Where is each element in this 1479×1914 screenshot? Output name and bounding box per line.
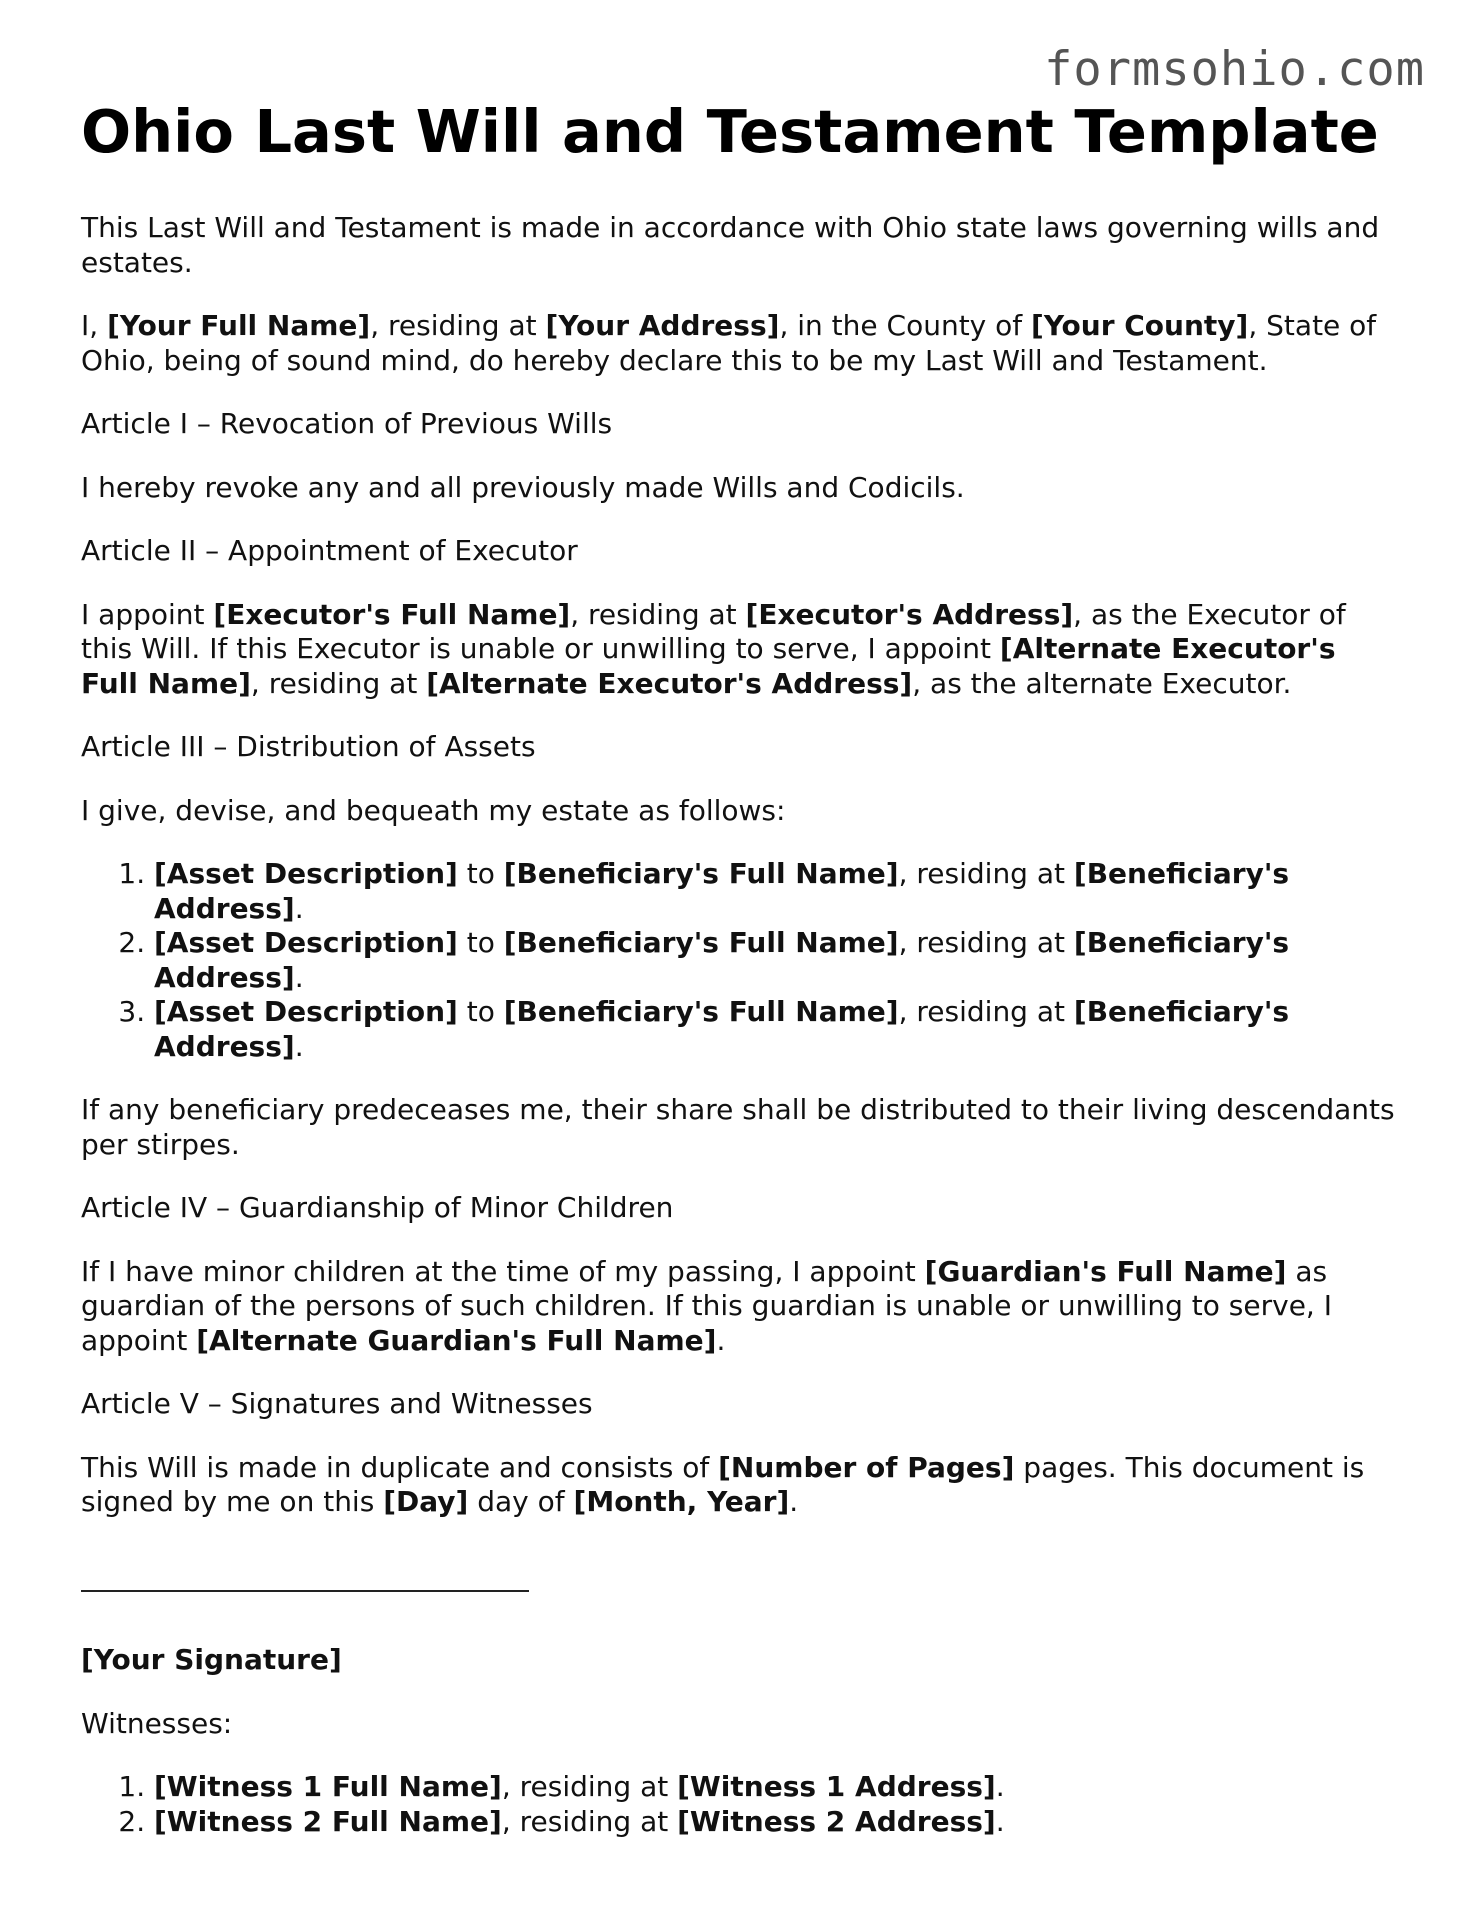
intro-paragraph: This Last Will and Testament is made in accordance with Ohio state laws governing wills and estates. (81, 211, 1380, 279)
day-placeholder: [Day] (383, 1485, 469, 1518)
asset-list-item (154, 926, 1401, 995)
month-year-placeholder: [Month, Year] (573, 1485, 790, 1518)
beneficiary-name-placeholder: [Beneficiary's Full Name] (503, 857, 899, 890)
testator-address-placeholder: [Your Address] (545, 309, 780, 342)
asset-text: , residing at (898, 857, 1074, 890)
asset-text: , residing at (898, 995, 1074, 1028)
article-3-heading: Article III – Distribution of Assets (81, 730, 536, 763)
witness-address-placeholder: [Witness 1 Address] (677, 1770, 996, 1803)
article-5-span: pages. This document is signed by me on this (81, 1450, 1365, 1518)
beneficiary-address-placeholder: [Beneficiary's Address] (154, 926, 1290, 994)
article-4-span: as guardian of the persons of such children. If this guardian is unable or unwilling to serve, I appoint (81, 1254, 1332, 1357)
article-5-text (81, 1451, 1401, 1520)
witness-list (81, 1770, 1401, 1839)
article-2-span: , residing at (250, 666, 427, 700)
signature-placeholder: [Your Signature] (81, 1643, 342, 1676)
witness-list-item (154, 1770, 1401, 1805)
declaration-text: , residing at (370, 309, 546, 342)
alternate-guardian-name-placeholder: [Alternate Guardian's Full Name] (196, 1323, 717, 1357)
article-4-span: . (716, 1323, 726, 1357)
witness-name-placeholder: [Witness 1 Full Name] (154, 1770, 502, 1803)
alternate-executor-address-placeholder: [Alternate Executor's Address] (426, 666, 913, 700)
article-5-heading: Article V – Signatures and Witnesses (81, 1387, 593, 1420)
executor-address-placeholder: [Executor's Address] (745, 597, 1074, 631)
document-body (81, 211, 1401, 1868)
witness-text: . (995, 1770, 1005, 1803)
asset-list-item (154, 995, 1401, 1064)
asset-text: . (294, 891, 304, 925)
asset-list (81, 857, 1401, 1064)
article-2-span: , as the Executor of this Will. If this Executor is unable or unwilling to serve, I appoint (81, 597, 1346, 665)
article-2-heading: Article II – Appointment of Executor (81, 534, 578, 567)
article-4-span: If I have minor children at the time of my passing, I appoint (81, 1254, 925, 1288)
article-2-span: , residing at (570, 597, 746, 631)
document-title: Ohio Last Will and Testament Template (81, 97, 1379, 166)
asset-description-placeholder: [Asset Description] (154, 857, 458, 890)
article-3-intro: I give, devise, and bequeath my estate as follows: (81, 793, 786, 827)
watermark: formsohio.com (1044, 42, 1425, 97)
testator-name-placeholder: [Your Full Name] (107, 309, 371, 342)
witness-list-item (154, 1805, 1401, 1840)
article-4-text (81, 1255, 1401, 1359)
asset-text: . (294, 960, 304, 994)
beneficiary-address-placeholder: [Beneficiary's Address] (154, 857, 1290, 925)
alternate-executor-name-placeholder: [Alternate Executor's Full Name] (81, 632, 1336, 700)
article-1-text: I hereby revoke any and all previously made Wills and Codicils. (81, 470, 965, 504)
executor-name-placeholder: [Executor's Full Name] (213, 597, 571, 631)
asset-description-placeholder: [Asset Description] (154, 995, 458, 1028)
article-2-span: , as the alternate Executor. (912, 666, 1292, 700)
asset-description-placeholder: [Asset Description] (154, 926, 458, 959)
signature-rule (81, 1590, 529, 1592)
witness-text: , residing at (501, 1804, 678, 1838)
asset-text: . (294, 1029, 304, 1063)
beneficiary-name-placeholder: [Beneficiary's Full Name] (503, 995, 899, 1028)
asset-list-item (154, 857, 1401, 926)
article-5-span: day of (468, 1485, 574, 1518)
witnesses-label: Witnesses: (81, 1706, 233, 1740)
article-5-span: This Will is made in duplicate and consists of (81, 1450, 719, 1484)
witness-text: . (995, 1804, 1005, 1838)
article-2-span: I appoint (81, 597, 214, 631)
declaration-text: I, (81, 309, 108, 342)
testator-county-placeholder: [Your County] (1031, 309, 1249, 342)
spacer (81, 1549, 1401, 1580)
asset-text: to (457, 926, 504, 959)
article-1-heading: Article I – Revocation of Previous Wills (81, 407, 613, 440)
predecease-paragraph: If any beneficiary predeceases me, their share shall be distributed to their living descendants per stirpes. (81, 1093, 1395, 1161)
number-of-pages-placeholder: [Number of Pages] (718, 1450, 1015, 1484)
witness-address-placeholder: [Witness 2 Address] (677, 1804, 996, 1838)
beneficiary-name-placeholder: [Beneficiary's Full Name] (503, 926, 899, 959)
signature-label (81, 1643, 1401, 1678)
signature-line (81, 1580, 1401, 1615)
article-4-heading: Article IV – Guardianship of Minor Children (81, 1191, 674, 1224)
asset-text: , residing at (898, 926, 1074, 959)
beneficiary-address-placeholder: [Beneficiary's Address] (154, 995, 1290, 1063)
guardian-name-placeholder: [Guardian's Full Name] (924, 1254, 1287, 1288)
article-5-span: . (789, 1485, 799, 1518)
witness-text: , residing at (501, 1770, 678, 1803)
asset-text: to (457, 995, 504, 1028)
declaration-paragraph (81, 309, 1401, 378)
declaration-text: , in the County of (779, 309, 1032, 342)
article-2-text (81, 598, 1401, 702)
witness-name-placeholder: [Witness 2 Full Name] (154, 1804, 502, 1838)
declaration-text: , State of Ohio, being of sound mind, do hereby declare this to be my Last Will and Testament. (81, 309, 1377, 377)
asset-text: to (457, 857, 504, 890)
